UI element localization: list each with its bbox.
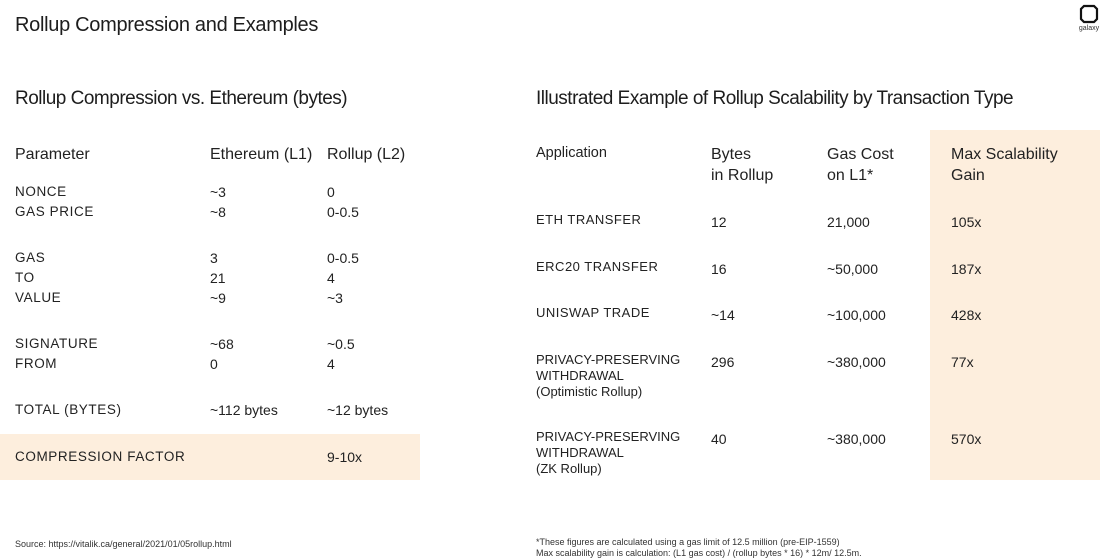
header-application: Application xyxy=(536,145,607,161)
application-name: ETH TRANSFER xyxy=(536,212,642,227)
header-ethereum-l1: Ethereum (L1) xyxy=(210,146,313,163)
param-name: GAS xyxy=(15,250,46,265)
page-title: Rollup Compression and Examples xyxy=(15,14,319,36)
param-l1-value: 0 xyxy=(210,356,218,372)
param-l2-value: ~0.5 xyxy=(327,336,355,352)
param-name: TO xyxy=(15,270,35,285)
param-l1-value: ~68 xyxy=(210,336,234,352)
gas-cost-l1: 21,000 xyxy=(827,214,870,230)
max-scalability-gain: 187x xyxy=(951,261,982,277)
galaxy-logo-icon xyxy=(1079,4,1099,24)
gas-cost-l1: ~100,000 xyxy=(827,307,886,323)
header-bytes-line2: in Rollup xyxy=(711,167,774,184)
header-gain-line1: Max Scalability xyxy=(951,146,1058,163)
bytes-in-rollup: 40 xyxy=(711,431,727,447)
param-l1-value: ~3 xyxy=(210,184,226,200)
header-gain-line2: Gain xyxy=(951,167,985,184)
left-table-title: Rollup Compression vs. Ethereum (bytes) xyxy=(15,88,348,109)
application-name-line: WITHDRAWAL xyxy=(536,368,624,383)
header-gas-line1: Gas Cost xyxy=(827,146,894,163)
max-scalability-gain: 570x xyxy=(951,431,982,447)
param-l1-value: ~8 xyxy=(210,204,226,220)
bytes-in-rollup: 16 xyxy=(711,261,727,277)
header-bytes-line1: Bytes xyxy=(711,146,752,163)
header-gas-line2: on L1* xyxy=(827,167,874,184)
right-table-title: Illustrated Example of Rollup Scalability by Transaction Type xyxy=(536,88,1014,109)
param-name: GAS PRICE xyxy=(15,204,94,219)
max-scalability-gain: 77x xyxy=(951,354,974,370)
compression-factor-value: 9-10x xyxy=(327,449,363,465)
param-l1-value: 3 xyxy=(210,250,218,266)
param-name: FROM xyxy=(15,356,58,371)
header-parameter: Parameter xyxy=(15,146,90,163)
param-name: VALUE xyxy=(15,290,62,305)
param-l2-value: 4 xyxy=(327,270,335,286)
source-note: Source: https://vitalik.ca/general/2021/01/05rollup.html xyxy=(15,539,232,549)
header-rollup-l2: Rollup (L2) xyxy=(327,146,406,163)
gas-cost-l1: ~50,000 xyxy=(827,261,878,277)
compression-factor-label: COMPRESSION FACTOR xyxy=(15,449,186,464)
application-rollup-type: (ZK Rollup) xyxy=(536,461,602,476)
application-name-line: PRIVACY-PRESERVING xyxy=(536,352,681,367)
param-l2-value: 0 xyxy=(327,184,335,200)
application-name-line: WITHDRAWAL xyxy=(536,445,624,460)
param-l2-value: 4 xyxy=(327,356,335,372)
param-l2-value: ~3 xyxy=(327,290,343,306)
max-scalability-gain: 428x xyxy=(951,307,982,323)
application-rollup-type: (Optimistic Rollup) xyxy=(536,384,643,399)
param-name: NONCE xyxy=(15,184,67,199)
application-name xyxy=(536,429,680,477)
total-l1-value: ~112 bytes xyxy=(210,402,278,418)
param-l2-value: 0-0.5 xyxy=(327,204,359,220)
param-l1-value: 21 xyxy=(210,270,226,286)
param-l1-value: ~9 xyxy=(210,290,226,306)
max-scalability-gain: 105x xyxy=(951,214,982,230)
footnote-gas-limit: *These figures are calculated using a gas limit of 12.5 million (pre-EIP-1559) xyxy=(536,537,840,547)
param-name: SIGNATURE xyxy=(15,336,99,351)
param-l2-value: 0-0.5 xyxy=(327,250,359,266)
gas-cost-l1: ~380,000 xyxy=(827,354,886,370)
total-l2-value: ~12 bytes xyxy=(327,402,389,418)
bytes-in-rollup: 296 xyxy=(711,354,735,370)
application-name-line: PRIVACY-PRESERVING xyxy=(536,429,681,444)
application-name: UNISWAP TRADE xyxy=(536,305,650,320)
application-name: ERC20 TRANSFER xyxy=(536,259,659,274)
bytes-in-rollup: ~14 xyxy=(711,307,735,323)
brand-logo xyxy=(1074,4,1100,32)
bytes-in-rollup: 12 xyxy=(711,214,727,230)
application-name xyxy=(536,352,680,400)
footnote-gain-formula: Max scalability gain is calculation: (L1 gas cost) / (rollup bytes * 16) * 12m/ 12.5m. xyxy=(536,548,862,558)
brand-name: galaxy xyxy=(1078,25,1100,32)
gas-cost-l1: ~380,000 xyxy=(827,431,886,447)
total-label: TOTAL (BYTES) xyxy=(15,402,122,417)
